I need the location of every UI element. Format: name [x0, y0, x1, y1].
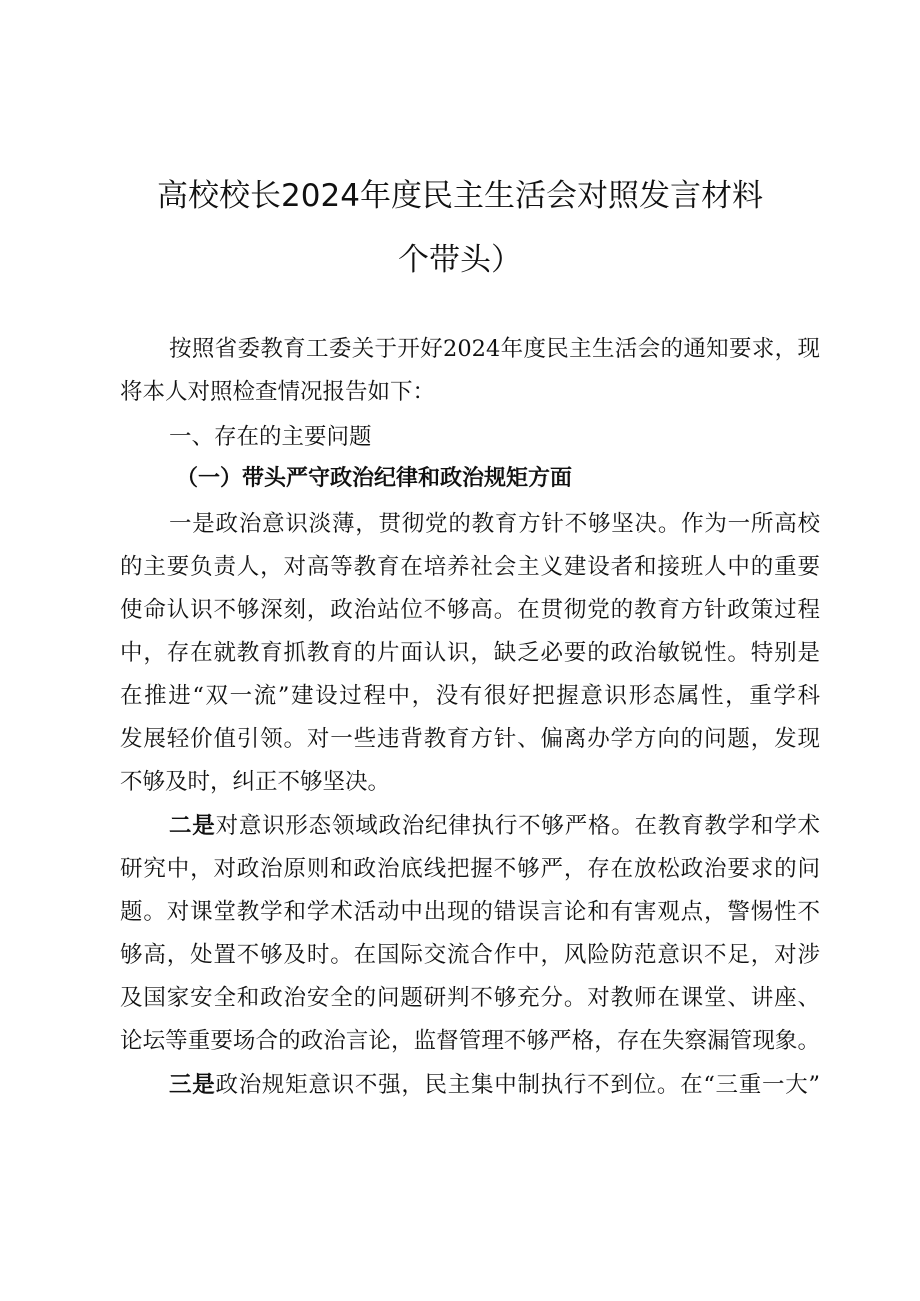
para1-line-2: 的主要负责人，对高等教育在培养社会主义建设者和接班人中的重要	[120, 554, 820, 580]
document-title-line2: 个带头）	[398, 242, 522, 278]
para2-line-1-text: 对意识形态领域政治纪律执行不够严格。在教育教学和学术	[215, 813, 820, 839]
para3-line-1-text: 政治规矩意识不强，民主集中制执行不到位。在“三重一大”	[215, 1072, 820, 1098]
section-heading: 一、存在的主要问题	[169, 424, 372, 450]
para1-line-4: 中，存在就教育抓教育的片面认识，缺乏必要的政治敏锐性。特别是	[120, 640, 820, 666]
subsection-heading: （一）带头严守政治纪律和政治规矩方面	[176, 466, 573, 491]
para3-line-1	[169, 1068, 820, 1102]
para2-line-6: 论坛等重要场合的政治言论，监督管理不够严格，存在失察漏管现象。	[120, 1028, 820, 1054]
para1-line-3: 使命认识不够深刻，政治站位不够高。在贯彻党的教育方针政策过程	[120, 597, 820, 623]
para2-line-5: 及国家安全和政治安全的问题研判不够充分。对教师在课堂、讲座、	[120, 985, 820, 1011]
intro-line-1: 按照省委教育工委关于开好2024年度民主生活会的通知要求，现	[169, 336, 820, 362]
para2-lead: 二是	[169, 813, 216, 839]
para3-lead: 三是	[169, 1072, 216, 1098]
intro-line-2: 将本人对照检查情况报告如下：	[120, 379, 436, 405]
para1-line-7: 不够及时，纠正不够坚决。	[120, 769, 391, 795]
para2-line-2: 研究中，对政治原则和政治底线把握不够严，存在放松政治要求的问	[120, 856, 820, 882]
para2-line-3: 题。对课堂教学和学术活动中出现的错误言论和有害观点，警惕性不	[120, 899, 820, 925]
para1-line-5: 在推进“双一流”建设过程中，没有很好把握意识形态属性，重学科	[120, 683, 820, 709]
para1-line-1: 一是政治意识淡薄，贯彻党的教育方针不够坚决。作为一所高校	[169, 511, 820, 537]
document-title-line1: 高校校长2024年度民主生活会对照发言材料	[157, 178, 763, 214]
para2-line-1	[169, 809, 820, 843]
para2-line-4: 够高，处置不够及时。在国际交流合作中，风险防范意识不足，对涉	[120, 942, 820, 968]
para1-line-6: 发展轻价值引领。对一些违背教育方针、偏离办学方向的问题，发现	[120, 726, 820, 752]
